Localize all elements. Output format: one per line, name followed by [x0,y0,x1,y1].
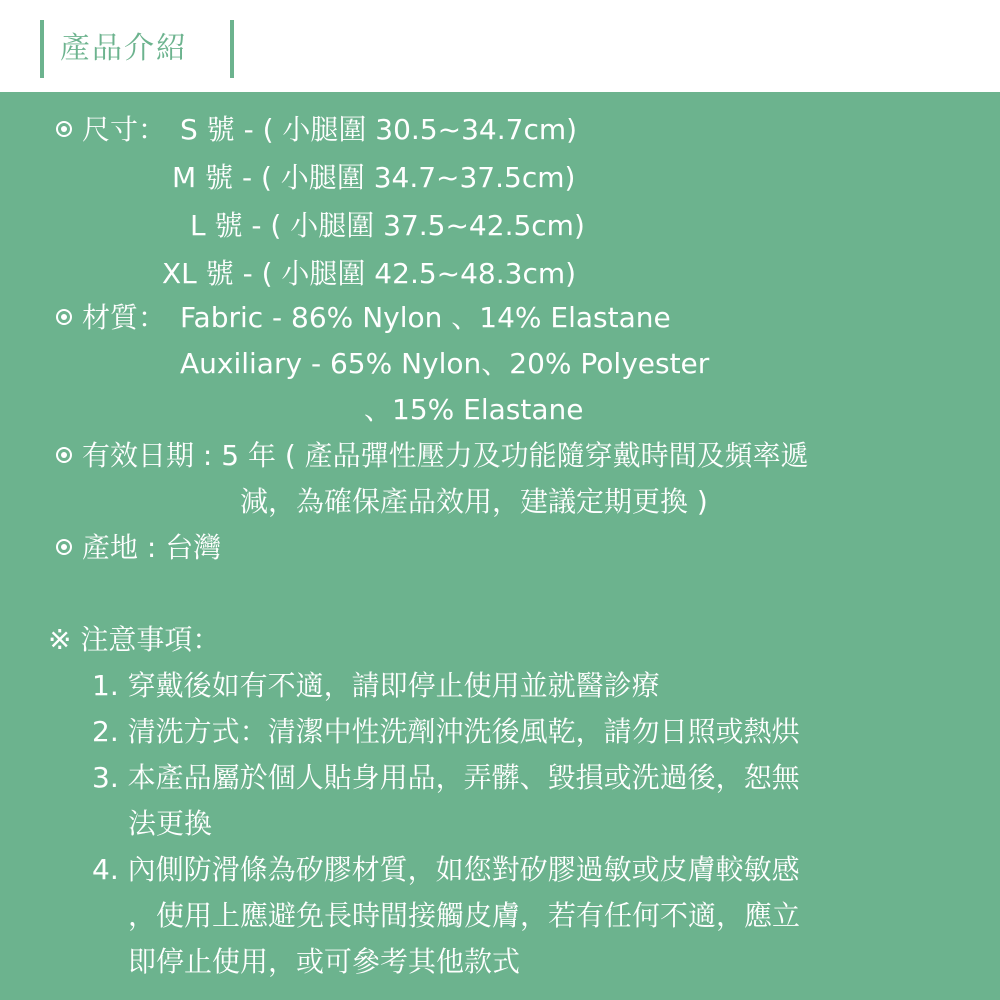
page-title: 產品介紹 [60,31,188,66]
validity-text: 有效日期 : 5 年 ( 產品彈性壓力及功能隨穿戴時間及頻率遞 [82,439,809,472]
note-item-1: 1. 穿戴後如有不適，請即停止使用並就醫診療 [92,669,660,702]
material-line-auxiliary: Auxiliary - 65% Nylon、20% Polyester [180,347,710,380]
note-item-2: 2. 清洗方式：清潔中性洗劑沖洗後風乾，請勿日照或熱烘 [92,715,800,748]
note-item-3-cont: 法更換 [128,807,213,840]
note-item-4: 4. 內側防滑條為矽膠材質，如您對矽膠過敏或皮膚較敏感 [92,853,800,886]
header [0,0,1000,92]
bullet-icon [56,539,72,555]
material-row [56,298,166,338]
origin-row [56,528,221,568]
size-item-m: M 號 - ( 小腿圍 34.7~37.5cm) [172,161,576,194]
bullet-icon [56,447,72,463]
header-right-bar [230,20,234,78]
bullet-icon [56,121,72,137]
bullet-icon [56,309,72,325]
size-label: 尺寸： [82,113,167,146]
size-item-xl: XL 號 - ( 小腿圍 42.5~48.3cm) [162,257,577,290]
validity-text-cont: 減，為確保產品效用，建議定期更換 ) [240,485,708,518]
material-label: 材質： [82,301,167,334]
product-info-panel [0,92,1000,1000]
size-row [56,110,166,150]
notes-title: ※ 注意事項： [48,623,221,656]
material-line-fabric: Fabric - 86% Nylon 、14% Elastane [180,301,671,334]
size-item-s: S 號 - ( 小腿圍 30.5~34.7cm) [180,113,578,146]
note-item-3: 3. 本產品屬於個人貼身用品，弄髒、毀損或洗過後，恕無 [92,761,800,794]
header-left-bar [40,20,44,78]
note-item-4-cont2: 即停止使用，或可參考其他款式 [128,945,521,978]
origin-text: 產地 : 台灣 [82,531,222,564]
note-item-4-cont1: ，使用上應避免長時間接觸皮膚，若有任何不適，應立 [128,899,801,932]
material-line-elastane: 、15% Elastane [364,393,584,426]
validity-row [56,436,809,476]
size-item-l: L 號 - ( 小腿圍 37.5~42.5cm) [190,209,585,242]
